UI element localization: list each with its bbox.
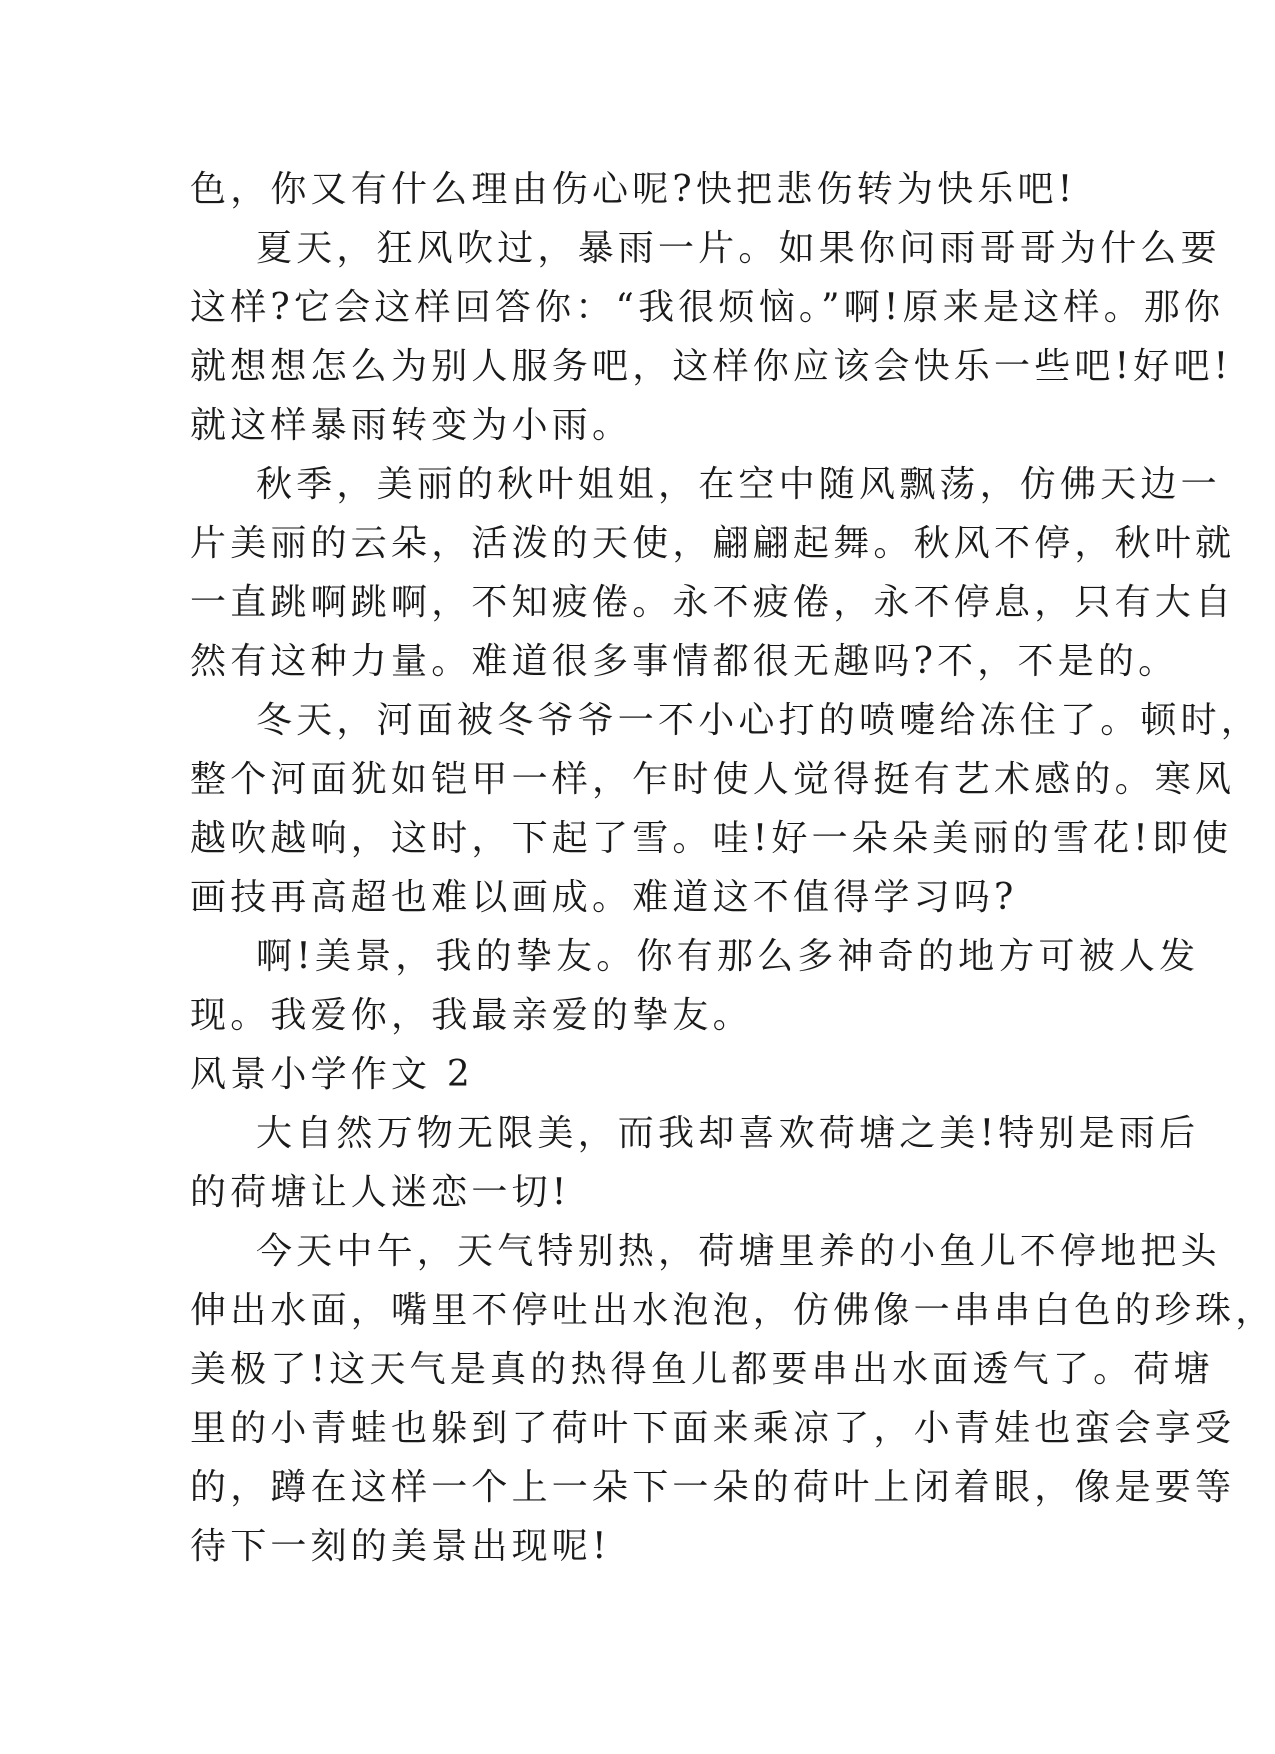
paragraph-line: 美极了!这天气是真的热得鱼儿都要串出水面透气了。荷塘 <box>190 1349 1214 1390</box>
paragraph-line: 啊!美景，我的挚友。你有那么多神奇的地方可被人发 <box>256 936 1200 977</box>
paragraph-line: 的荷塘让人迷恋一切! <box>190 1172 571 1213</box>
paragraph-line: 大自然万物无限美，而我却喜欢荷塘之美!特别是雨后 <box>256 1113 1200 1154</box>
paragraph-line: 冬天，河面被冬爷爷一不小心打的喷嚏给冻住了。顿时， <box>256 700 1262 741</box>
paragraph-line: 夏天，狂风吹过，暴雨一片。如果你问雨哥哥为什么要 <box>256 228 1221 269</box>
paragraph-line: 今天中午，天气特别热，荷塘里养的小鱼儿不停地把头 <box>256 1231 1221 1272</box>
paragraph-line: 伸出水面，嘴里不停吐出水泡泡，仿佛像一串串白色的珍珠， <box>190 1290 1275 1331</box>
paragraph-line: 然有这种力量。难道很多事情都很无趣吗?不，不是的。 <box>190 641 1179 682</box>
paragraph-line: 片美丽的云朵，活泼的天使，翩翩起舞。秋风不停，秋叶就 <box>190 523 1236 564</box>
paragraph-line: 秋季，美丽的秋叶姐姐，在空中随风飘荡，仿佛天边一 <box>256 464 1221 505</box>
paragraph-line: 画技再高超也难以画成。难道这不值得学习吗? <box>190 877 1018 918</box>
paragraph-line: 一直跳啊跳啊，不知疲倦。永不疲倦，永不停息，只有大自 <box>190 582 1236 623</box>
paragraph-line: 色，你又有什么理由伤心呢?快把悲伤转为快乐吧! <box>190 169 1077 210</box>
paragraph-line: 待下一刻的美景出现呢! <box>190 1526 611 1567</box>
section-heading: 风景小学作文 2 <box>190 1054 474 1095</box>
essay-body <box>190 160 1275 1576</box>
paragraph-line: 现。我爱你，我最亲爱的挚友。 <box>190 995 753 1036</box>
paragraph-line: 越吹越响，这时，下起了雪。哇!好一朵朵美丽的雪花!即使 <box>190 818 1233 859</box>
paragraph-line: 整个河面犹如铠甲一样，乍时使人觉得挺有艺术感的。寒风 <box>190 759 1236 800</box>
paragraph-line: 这样?它会这样回答你：“我很烦恼。”啊!原来是这样。那你 <box>190 287 1225 328</box>
paragraph-line: 就想想怎么为别人服务吧，这样你应该会快乐一些吧!好吧! <box>190 346 1233 387</box>
paragraph-line: 就这样暴雨转变为小雨。 <box>190 405 633 446</box>
paragraph-line: 的，蹲在这样一个上一朵下一朵的荷叶上闭着眼，像是要等 <box>190 1467 1236 1508</box>
paragraph-line: 里的小青蛙也躲到了荷叶下面来乘凉了，小青娃也蛮会享受 <box>190 1408 1236 1449</box>
